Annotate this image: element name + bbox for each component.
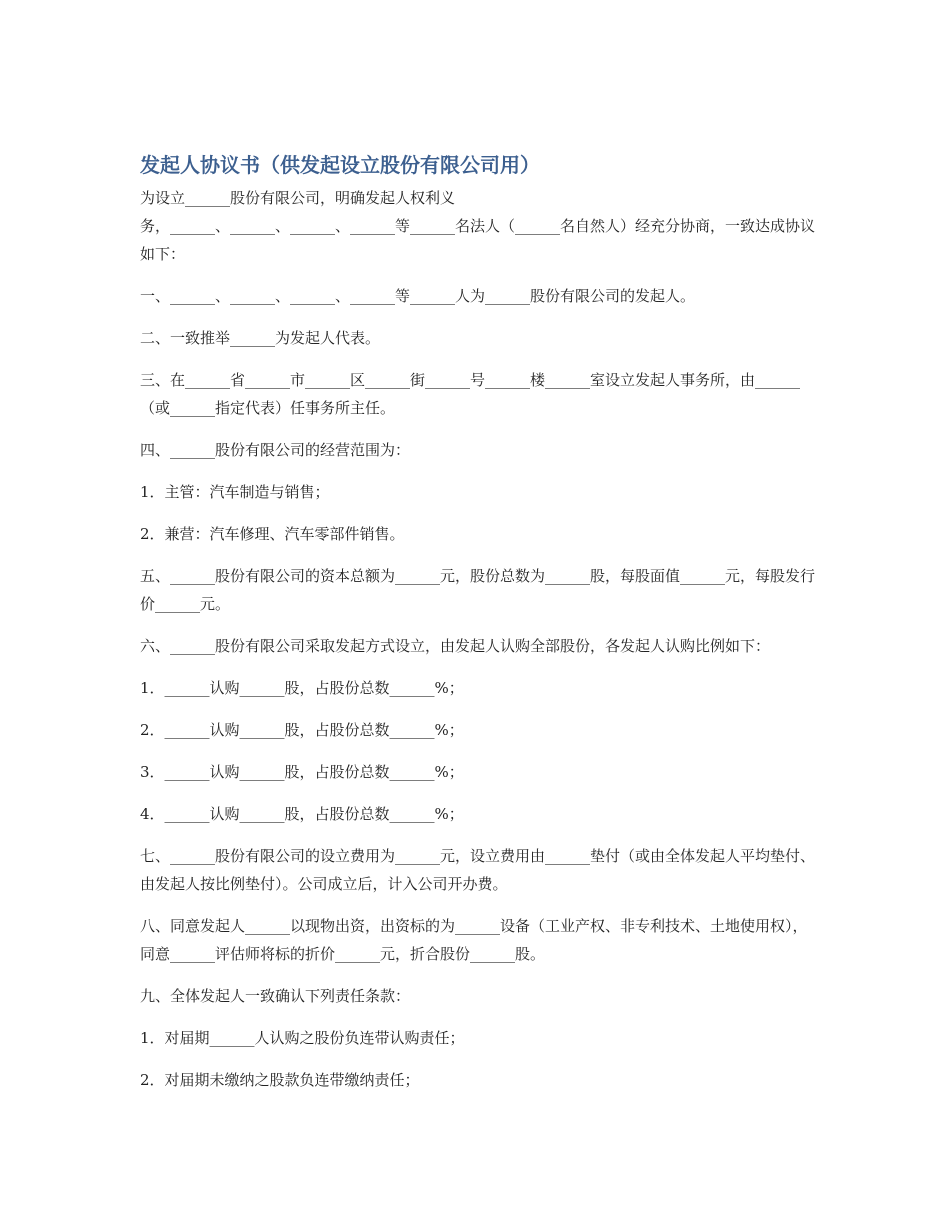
clause-4-item-1: 1．主管：汽车制造与销售； [140, 483, 330, 501]
clause-9-liability: 九、全体发起人一致确认下列责任条款： [140, 987, 411, 1005]
clause-7-setup-cost: 七、______股份有限公司的设立费用为______元，设立费用由______垫付（或由全体发起人平均垫付、由发起人按比例垫付）。公司成立后，计入公司开办费。 [140, 847, 816, 893]
clause-2-representative: 二、一致推举______为发起人代表。 [140, 329, 381, 347]
clause-9-item-2: 2．对届期未缴纳之股款负连带缴纳责任； [140, 1071, 420, 1089]
preamble-paragraph: 为设立______股份有限公司，明确发起人权利义 务，______、______、______、______等______名法人（______名自然人）经充分协商，一致达成协议如下： [140, 189, 816, 263]
clause-8-in-kind-contribution: 八、同意发起人______以现物出资，出资标的为______设备（工业产权、非专利技术、土地使用权），同意______评估师将标的折价______元，折合股份______股。 [140, 917, 808, 963]
clause-4-business-scope: 四、______股份有限公司的经营范围为： [140, 441, 411, 459]
clause-6-item-1: 1．______认购______股，占股份总数______%； [140, 679, 464, 697]
clause-9-item-1: 1．对届期______人认购之股份负连带认购责任； [140, 1029, 465, 1047]
clause-6-subscription: 六、______股份有限公司采取发起方式设立，由发起人认购全部股份，各发起人认购比例如下： [140, 637, 771, 655]
clause-1-promoters: 一、______、______、______、______等______人为______股份有限公司的发起人。 [140, 287, 696, 305]
document-title: 发起人协议书（供发起设立股份有限公司用） [140, 153, 540, 177]
clause-5-capital: 五、______股份有限公司的资本总额为______元，股份总数为______股，每股面值______元，每股发行价______元。 [140, 567, 816, 613]
clause-6-item-3: 3．______认购______股，占股份总数______%； [140, 763, 464, 781]
clause-6-item-4: 4．______认购______股，占股份总数______%； [140, 805, 464, 823]
clause-6-item-2: 2．______认购______股，占股份总数______%； [140, 721, 464, 739]
document-page [140, 152, 820, 1094]
clause-3-office: 三、在______省______市______区______街______号______楼______室设立发起人事务所，由______（或______指定代表）任事务所主任。 [140, 371, 801, 417]
clause-4-item-2: 2．兼营：汽车修理、汽车零部件销售。 [140, 525, 405, 543]
